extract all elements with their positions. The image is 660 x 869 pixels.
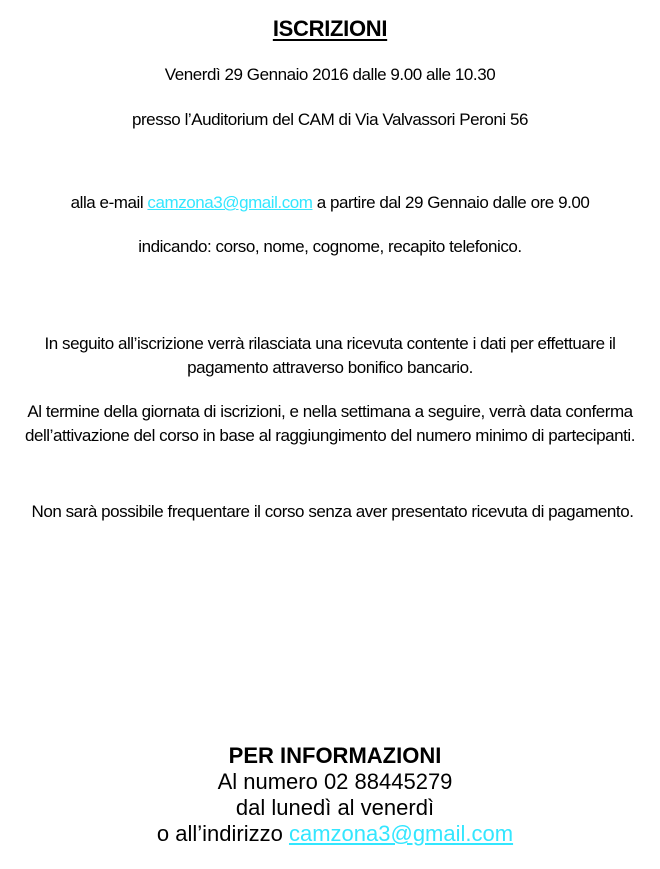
schedule-location: presso l’Auditorium del CAM di Via Valvassori Peroni 56 bbox=[131, 110, 529, 129]
info-email-prefix: o all’indirizzo bbox=[156, 821, 289, 846]
registration-email-link[interactable]: camzona3@gmail.com bbox=[147, 193, 313, 212]
info-days-line: dal lunedì al venerdì bbox=[235, 795, 435, 820]
page-title: ISCRIZIONI bbox=[272, 16, 388, 41]
email-registration-line bbox=[0, 192, 660, 214]
paragraph-confirmation: Al termine della giornata di iscrizioni, e nella settimana a seguire, verrà data conferma dell’attivazione del corso in base al raggiungimento del numero minimo di partecipanti. bbox=[24, 402, 636, 445]
email-registration-prefix: alla e-mail bbox=[70, 193, 148, 212]
email-registration-suffix: a partire dal 29 Gennaio dalle ore 9.00 bbox=[312, 193, 590, 212]
info-title: PER INFORMAZIONI bbox=[228, 743, 442, 768]
info-email-link[interactable]: camzona3@gmail.com bbox=[288, 821, 514, 846]
schedule-date-time: Venerdì 29 Gennaio 2016 dalle 9.00 alle 10.30 bbox=[164, 65, 496, 84]
info-phone-line: Al numero 02 88445279 bbox=[217, 769, 453, 794]
paragraph-payment-required: Non sarà possibile frequentare il corso senza aver presentato ricevuta di pagamento. bbox=[31, 502, 634, 521]
info-email-line bbox=[0, 821, 660, 847]
email-registration-details: indicando: corso, nome, cognome, recapito telefonico. bbox=[138, 237, 522, 256]
paragraph-receipt: In seguito all’iscrizione verrà rilasciata una ricevuta contente i dati per effettuare il pagamento attraverso bonifico bancario. bbox=[44, 334, 616, 377]
